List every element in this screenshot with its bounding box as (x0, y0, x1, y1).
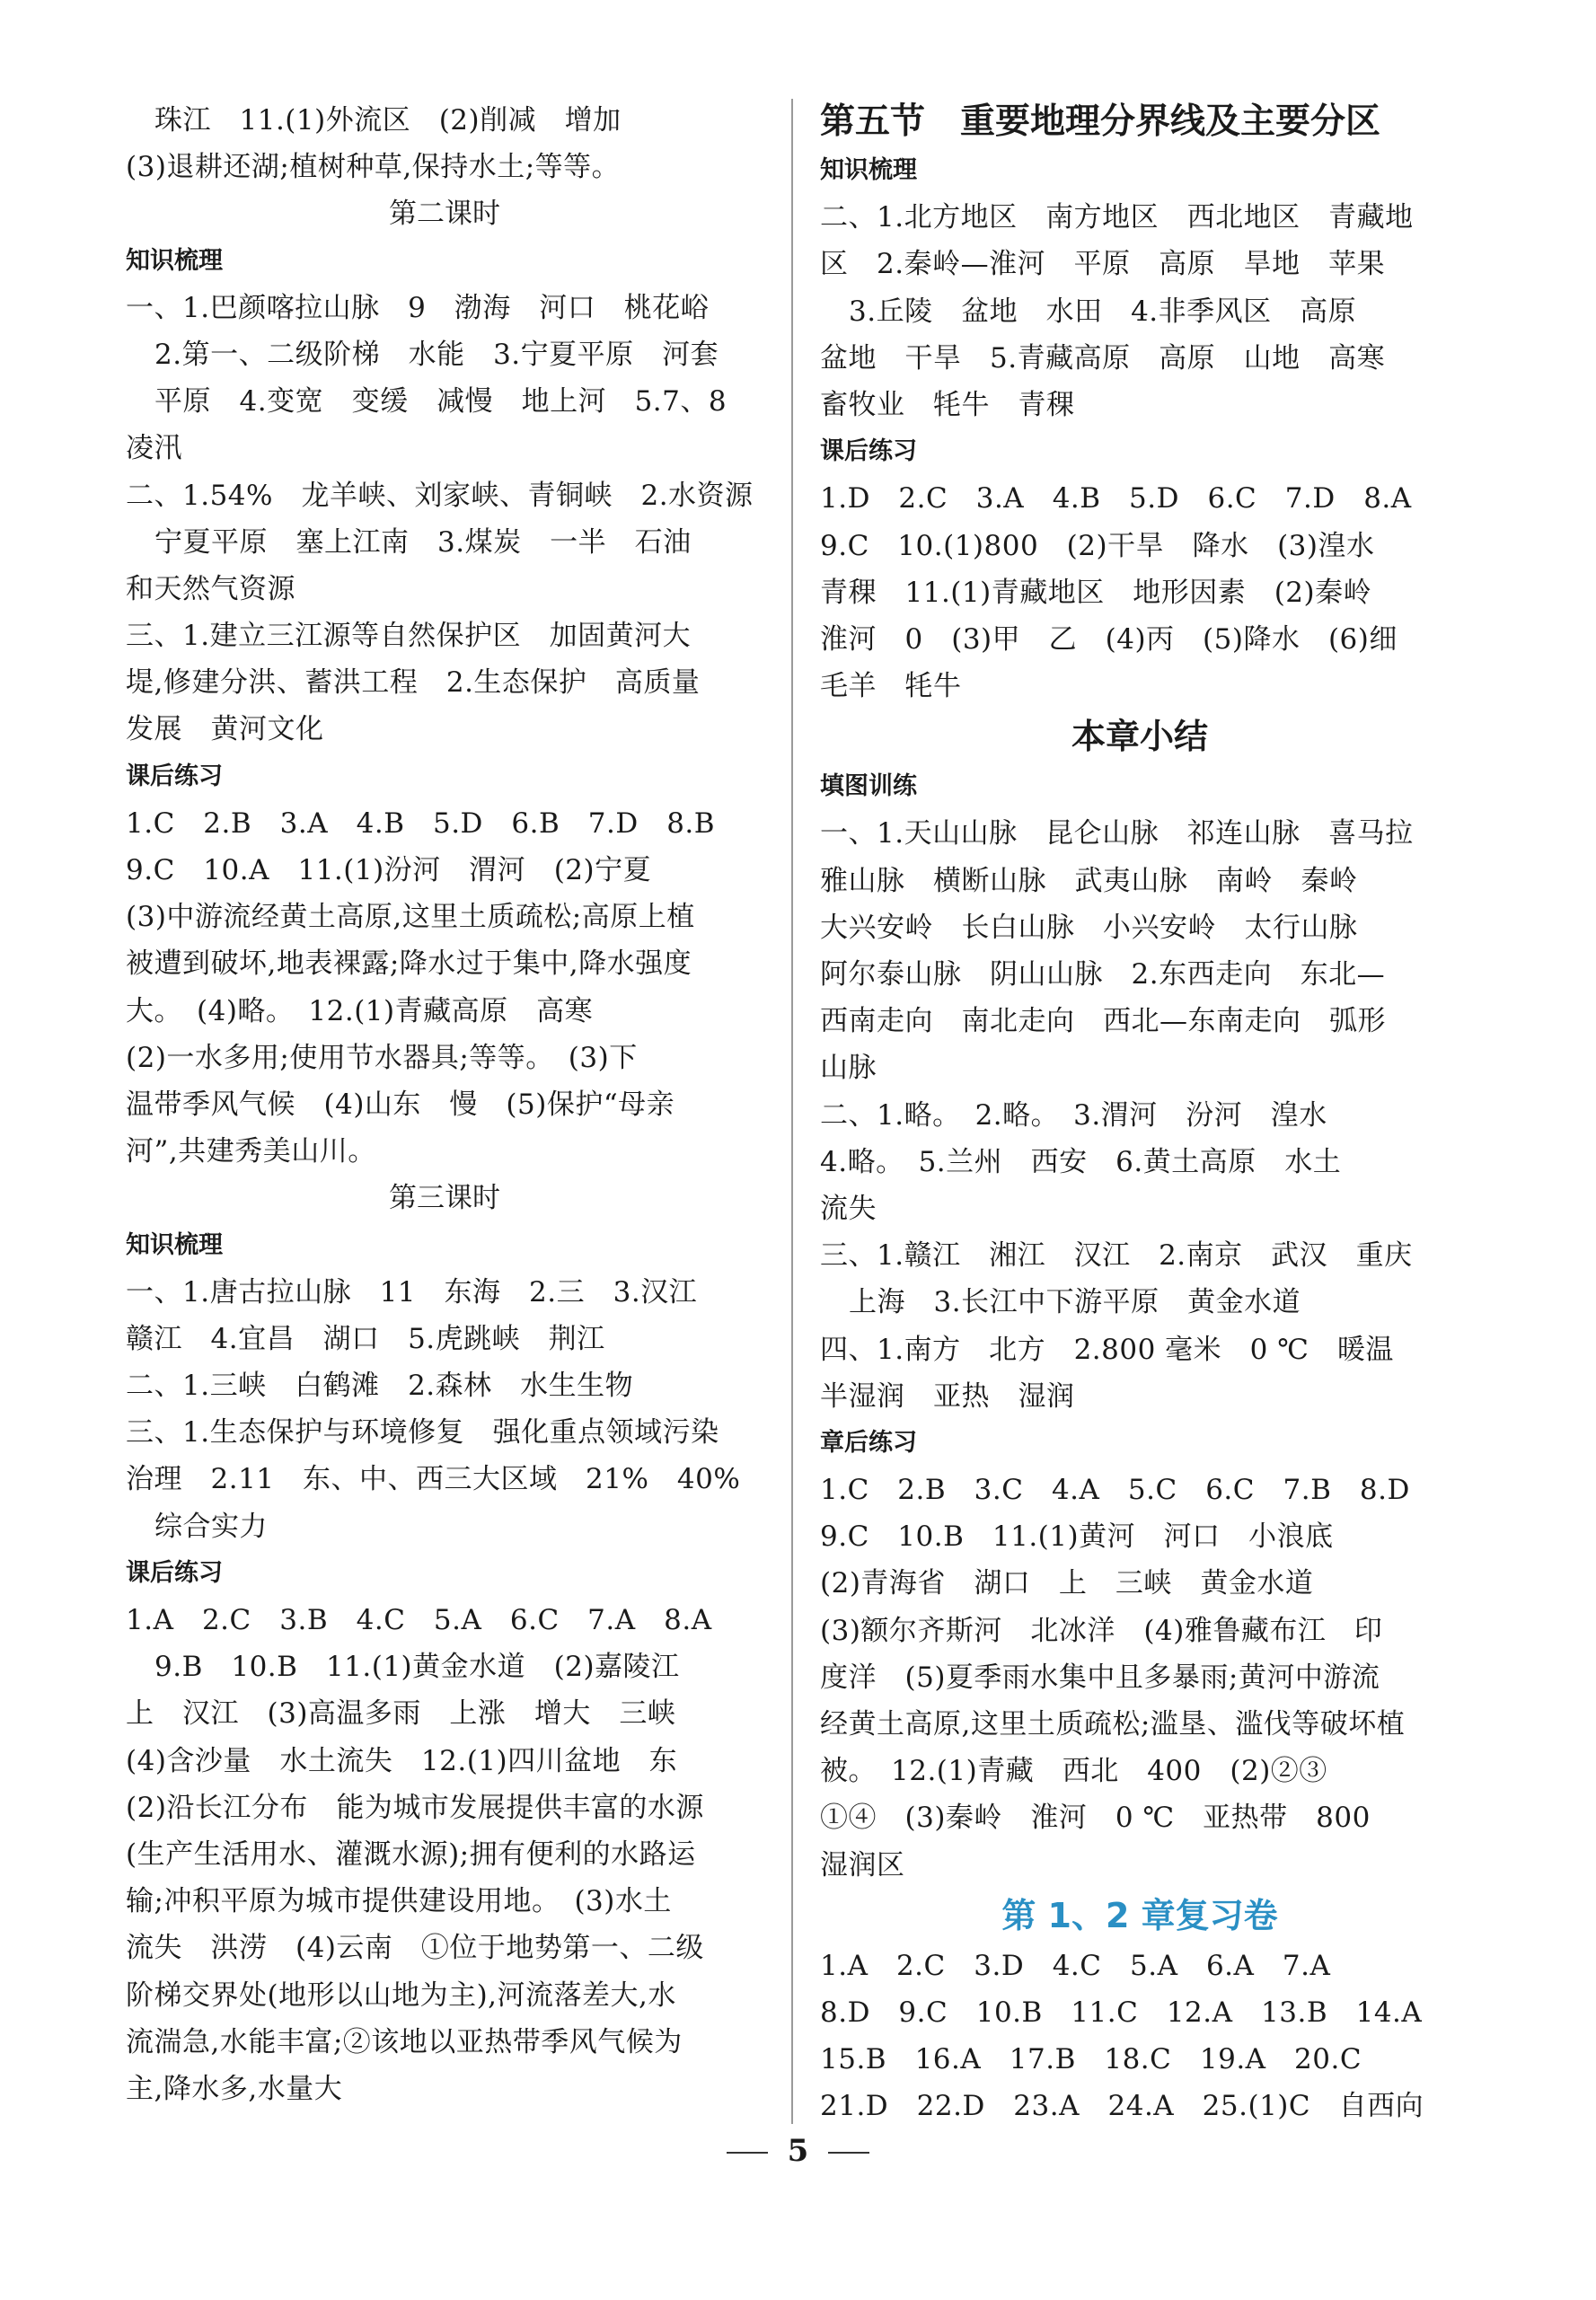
text-line: 流失 (820, 1192, 877, 1225)
text-line: 堤,修建分洪、蓄洪工程 2.生态保护 高质量 (126, 666, 701, 700)
lesson3-title: 第三课时 (389, 1182, 500, 1215)
text-line: 大兴安岭 长白山脉 小兴安岭 太行山脉 (820, 911, 1358, 944)
intro-line-2: (3)退耕还湖;植树种草,保持水土;等等。 (126, 151, 621, 184)
text-line: 三、1.生态保护与环境修复 强化重点领域污染 (126, 1416, 719, 1450)
text-line: (2)青海省 湖口 上 三峡 黄金水道 (820, 1567, 1314, 1600)
text-line: 青稞 11.(1)青藏地区 地形因素 (2)秦岭 (820, 576, 1372, 609)
text-line: 二、1.北方地区 南方地区 西北地区 青藏地 (820, 201, 1414, 234)
text-line: 治理 2.11 东、中、西三大区域 21% 40% (126, 1463, 741, 1496)
text-line: 15.B 16.A 17.B 18.C 19.A 20.C (820, 2043, 1362, 2076)
text-line: 凌汛 (126, 432, 182, 465)
text-line: 三、1.建立三江源等自然保护区 加固黄河大 (126, 620, 692, 653)
text-line: (3)中游流经黄土高原,这里土质疏松;高原上植 (126, 901, 695, 934)
text-line: (2)一水多用;使用节水器具;等等。 (3)下 (126, 1041, 638, 1074)
text-line: 赣江 4.宜昌 湖口 5.虎跳峡 荆江 (126, 1322, 605, 1355)
text-line: 被。 12.(1)青藏 西北 400 (2)②③ (820, 1755, 1327, 1788)
section5-practice-label: 课后练习 (820, 437, 917, 466)
text-line: 流湍急,水能丰富;②该地以亚热带季风气候为 (126, 2025, 683, 2058)
text-line: 河”,共建秀美山川。 (126, 1135, 376, 1168)
right-column (820, 97, 1459, 2130)
page-number-dash-left (727, 2152, 768, 2154)
text-line: 西南走向 南北走向 西北—东南走向 弧形 (820, 1005, 1386, 1038)
text-line: 半湿润 亚热 湿润 (820, 1379, 1075, 1413)
text-line: 三、1.赣江 湘江 汉江 2.南京 武汉 重庆 (820, 1239, 1413, 1273)
text-line: 1.C 2.B 3.C 4.A 5.C 6.C 7.B 8.D (820, 1474, 1410, 1507)
lesson2-knowledge-label: 知识梳理 (126, 246, 223, 275)
text-line: 四、1.南方 北方 2.800 毫米 0 ℃ 暖温 (820, 1333, 1394, 1366)
text-line: 和天然气资源 (126, 572, 295, 605)
text-line: 1.A 2.C 3.B 4.C 5.A 6.C 7.A 8.A (126, 1604, 712, 1636)
text-line: 9.C 10.A 11.(1)汾河 渭河 (2)宁夏 (126, 854, 652, 886)
column-divider (791, 99, 793, 2124)
text-line: 2.第一、二级阶梯 水能 3.宁夏平原 河套 (154, 338, 719, 371)
lesson3-knowledge-label: 知识梳理 (126, 1230, 223, 1259)
text-line: 二、1.三峡 白鹤滩 2.森林 水生生物 (126, 1370, 634, 1403)
text-line: 平原 4.变宽 变缓 减慢 地上河 5.7、8 (154, 385, 727, 419)
text-line: 21.D 22.D 23.A 24.A 25.(1)C 自西向 (820, 2090, 1424, 2123)
text-line: 综合实力 (154, 1510, 268, 1543)
text-line: 1.C 2.B 3.A 4.B 5.D 6.B 7.D 8.B (126, 806, 716, 840)
text-line: 区 2.秦岭—淮河 平原 高原 旱地 苹果 (820, 248, 1386, 281)
text-line: 流失 洪涝 (4)云南 ①位于地势第一、二级 (126, 1932, 704, 1965)
text-line: 宁夏平原 塞上江南 3.煤炭 一半 石油 (154, 525, 692, 559)
text-line: 大。 (4)略。 12.(1)青藏高原 高寒 (126, 994, 594, 1027)
text-line: 9.C 10.(1)800 (2)干旱 降水 (3)湟水 (820, 529, 1375, 562)
text-line: (生产生活用水、灌溉水源);拥有便利的水路运 (126, 1837, 696, 1871)
text-line: 淮河 0 (3)甲 乙 (4)丙 (5)降水 (6)细 (820, 622, 1398, 656)
review-title: 第 1、2 章复习卷 (1001, 1895, 1278, 1935)
text-line: 畜牧业 牦牛 青稞 (820, 388, 1075, 421)
text-line: 一、1.天山山脉 昆仑山脉 祁连山脉 喜马拉 (820, 817, 1414, 850)
text-line: 3.丘陵 盆地 水田 4.非季风区 高原 (849, 295, 1357, 328)
text-line: 上 汉江 (3)高温多雨 上涨 增大 三峡 (126, 1697, 676, 1731)
section5-knowledge-label: 知识梳理 (820, 156, 917, 184)
text-line: ①④ (3)秦岭 淮河 0 ℃ 亚热带 800 (820, 1802, 1371, 1835)
chapter-practice-label: 章后练习 (820, 1428, 917, 1457)
text-line: 二、1.54% 龙羊峡、刘家峡、青铜峡 2.水资源 (126, 479, 754, 512)
text-line: 4.略。 5.兰州 西安 6.黄土高原 水土 (820, 1145, 1342, 1178)
lesson2-title: 第二课时 (389, 198, 500, 231)
lesson3-practice-label: 课后练习 (126, 1558, 223, 1587)
text-line: 雅山脉 横断山脉 武夷山脉 南岭 秦岭 (820, 864, 1358, 897)
text-line: 一、1.巴颜喀拉山脉 9 渤海 河口 桃花峪 (126, 291, 710, 324)
page-number-dash-right (828, 2152, 869, 2154)
text-line: 一、1.唐古拉山脉 11 东海 2.三 3.汉江 (126, 1275, 698, 1309)
text-line: 二、1.略。 2.略。 3.渭河 汾河 湟水 (820, 1098, 1327, 1132)
text-line: 被遭到破坏,地表裸露;降水过于集中,降水强度 (126, 947, 692, 981)
text-line: 毛羊 牦牛 (820, 670, 962, 703)
chapter-summary-title: 本章小结 (1071, 717, 1208, 757)
page-number (0, 2133, 1596, 2169)
text-line: 温带季风气候 (4)山东 慢 (5)保护“母亲 (126, 1088, 675, 1121)
text-line: 度洋 (5)夏季雨水集中且多暴雨;黄河中游流 (820, 1661, 1380, 1694)
text-line: 阶梯交界处(地形以山地为主),河流落差大,水 (126, 1978, 676, 2012)
lesson2-practice-label: 课后练习 (126, 762, 223, 790)
text-line: 发展 黄河文化 (126, 713, 324, 746)
text-line: 输;冲积平原为城市提供建设用地。 (3)水土 (126, 1885, 672, 1918)
page-number-value: 5 (787, 2133, 809, 2169)
text-line: 阿尔泰山脉 阴山山脉 2.东西走向 东北— (820, 958, 1386, 991)
text-line: 盆地 干旱 5.青藏高原 高原 山地 高寒 (820, 341, 1386, 375)
text-line: 经黄土高原,这里土质疏松;滥垦、滥伐等破坏植 (820, 1708, 1406, 1740)
text-line: 8.D 9.C 10.B 11.C 12.A 13.B 14.A (820, 1996, 1423, 2029)
text-line: 湿润区 (820, 1848, 905, 1881)
map-training-label: 填图训练 (820, 772, 917, 801)
text-line: 9.C 10.B 11.(1)黄河 河口 小浪底 (820, 1520, 1334, 1554)
left-column (126, 97, 763, 2112)
text-line: 主,降水多,水量大 (126, 2072, 343, 2105)
intro-line-1: 珠江 11.(1)外流区 (2)削减 增加 (154, 104, 622, 137)
text-line: (2)沿长江分布 能为城市发展提供丰富的水源 (126, 1791, 704, 1824)
text-line: 上海 3.长江中下游平原 黄金水道 (849, 1286, 1301, 1319)
text-line: (3)额尔齐斯河 北冰洋 (4)雅鲁藏布江 印 (820, 1614, 1383, 1647)
section5-title: 第五节 重要地理分界线及主要分区 (820, 101, 1381, 142)
text-line: 1.A 2.C 3.D 4.C 5.A 6.A 7.A (820, 1949, 1331, 1982)
text-line: (4)含沙量 水土流失 12.(1)四川盆地 东 (126, 1744, 678, 1777)
text-line: 1.D 2.C 3.A 4.B 5.D 6.C 7.D 8.A (820, 482, 1412, 516)
text-line: 9.B 10.B 11.(1)黄金水道 (2)嘉陵江 (154, 1651, 680, 1684)
text-line: 山脉 (820, 1052, 877, 1085)
